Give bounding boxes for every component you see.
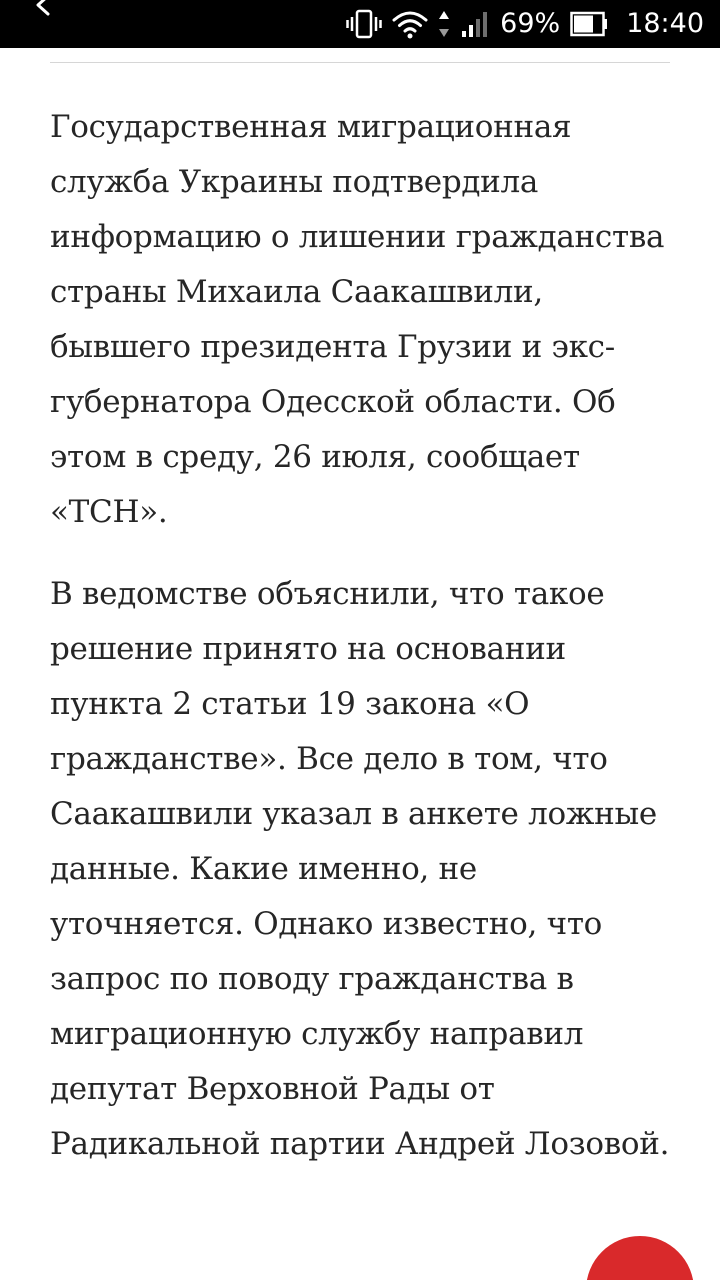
status-icons	[346, 0, 704, 48]
divider	[50, 62, 670, 63]
battery-icon	[570, 11, 608, 37]
data-arrows-icon	[438, 9, 450, 39]
back-icon[interactable]	[32, 0, 54, 16]
article-body	[50, 100, 680, 1199]
clock: 18:40	[626, 8, 704, 39]
floating-action-button[interactable]	[586, 1236, 694, 1280]
signal-icon	[460, 9, 490, 39]
wifi-icon	[392, 9, 428, 39]
battery-percent: 69%	[500, 8, 561, 39]
article-paragraph: Государственная миграционная служба Украины подтвердила информацию о лишении гражданства страны Михаила Саакашвили, бывшего президента Грузии и экс-губернатора Одесской области. Об этом в среду, 26 июля, сообщает «ТСН».	[50, 109, 665, 530]
article-paragraph: В ведомстве объяснили, что такое решение принято на основании пункта 2 статьи 19 закона «О гражданстве». Все дело в том, что Саакашвили указал в анкете ложные данные. Какие именно, не уточняется. Однако известно, что запрос по поводу гражданства в миграционную службу направил депутат Верховной Рады от Радикальной партии Андрей Лозовой.	[50, 576, 670, 1162]
vibrate-icon	[346, 8, 382, 40]
status-bar	[0, 0, 720, 48]
